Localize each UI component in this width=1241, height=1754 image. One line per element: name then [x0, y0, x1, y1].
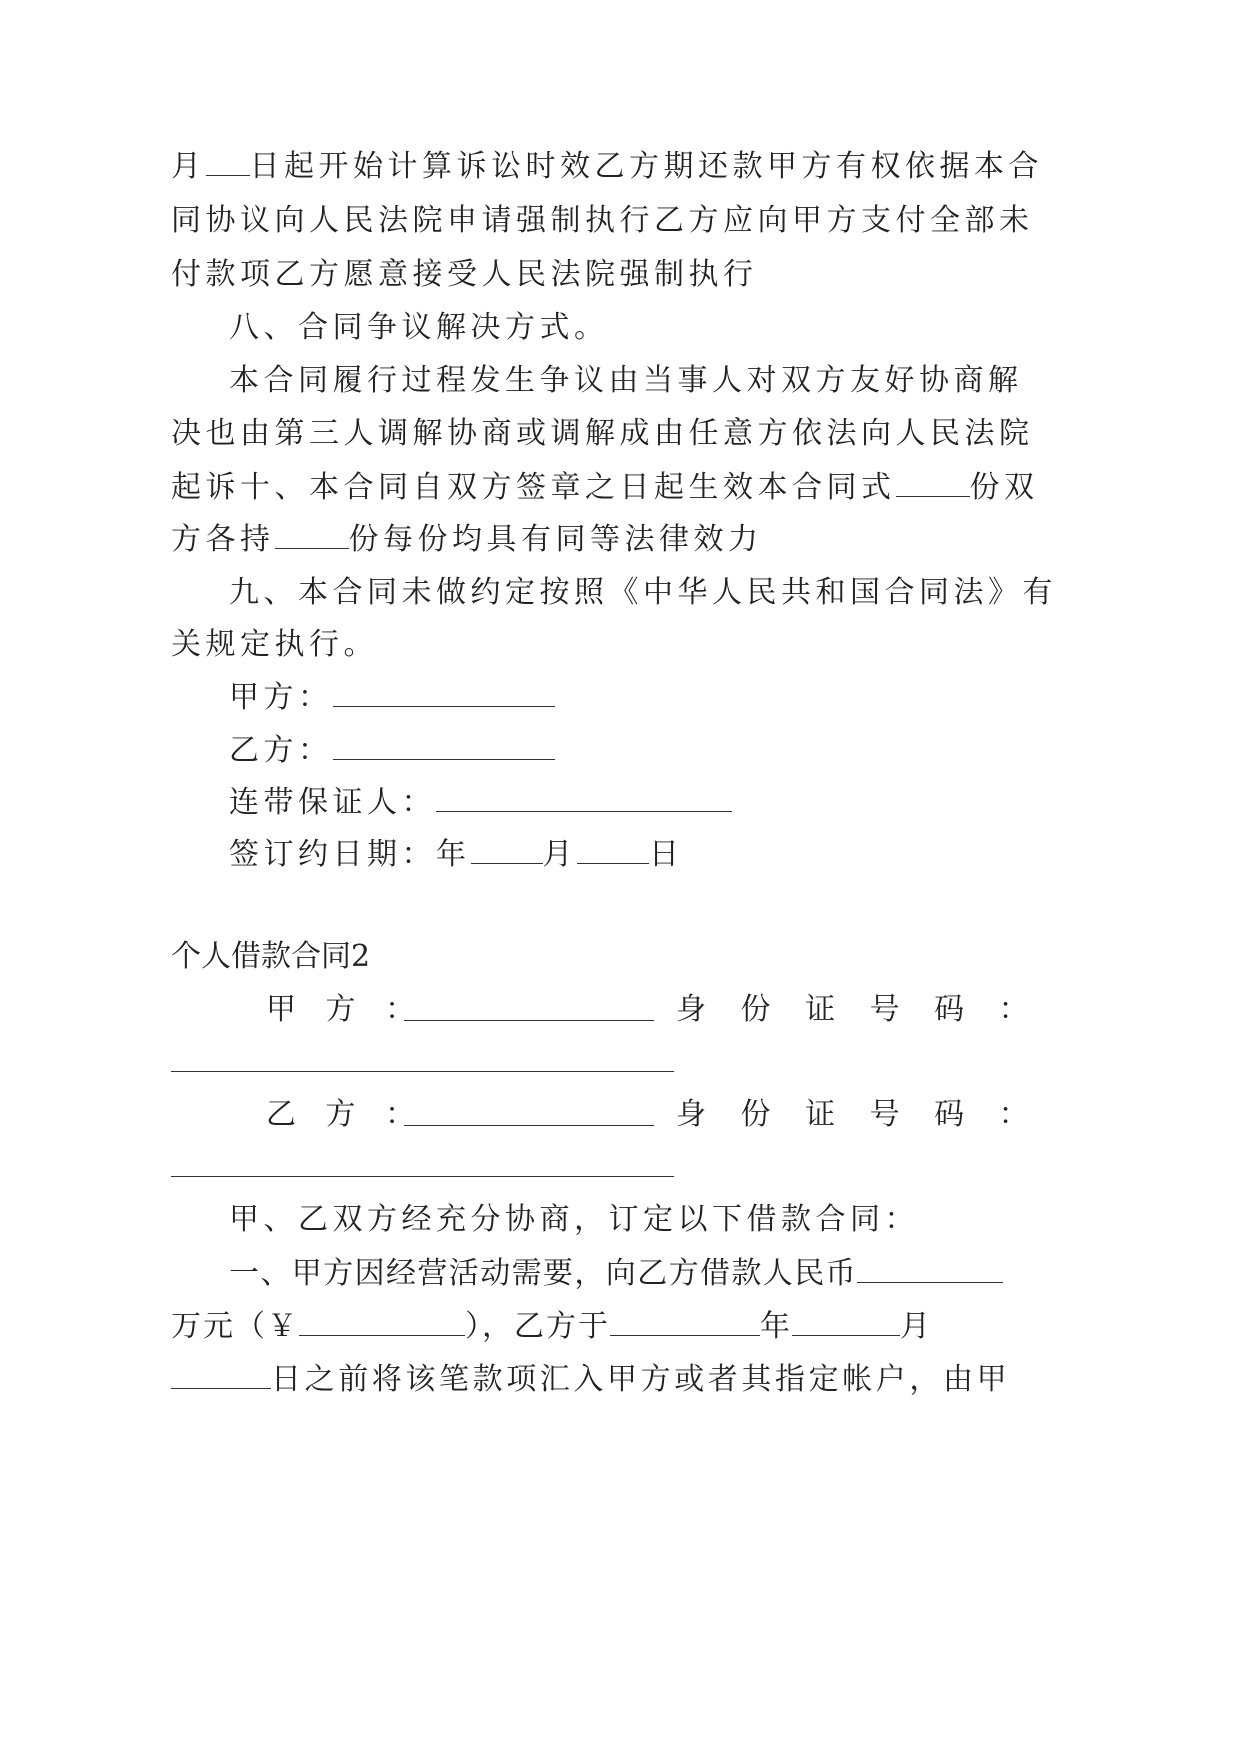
blank-month — [471, 839, 543, 864]
blank-c2-party-a — [404, 1020, 654, 1021]
c2-party-a-label: 甲 方 ： — [266, 992, 426, 1027]
clause-line: 本合同履行过程发生争议由当事人对双方友好协商解 — [229, 363, 1023, 398]
blank-amount-figure — [299, 1311, 465, 1336]
clause-line: 方各持 份每份均具有同等法律效力 — [171, 522, 763, 557]
blank-day — [171, 1364, 271, 1389]
blank-amount — [857, 1258, 1003, 1283]
signature-party-b: 乙方： — [229, 735, 555, 766]
blank-day — [577, 839, 649, 864]
blank-c2-party-a-id — [171, 1071, 674, 1072]
c2-article-1: 一、甲方因经营活动需要，向乙方借款人民币 — [229, 1258, 1003, 1289]
signature-party-a: 甲方： — [229, 682, 555, 713]
clause-line: 九、本合同未做约定按照《中华人民共和国合同法》有 — [229, 575, 1057, 610]
clause-line: 月 日起开始计算诉讼时效乙方期还款甲方有权依据本合 — [171, 149, 1043, 184]
clause-line: 关规定执行。 — [171, 627, 378, 662]
blank-party-b — [333, 735, 555, 760]
contract-title: 个人借款合同2 — [171, 939, 371, 974]
blank-copies — [896, 472, 970, 497]
signature-date: 签订约日期：年 月 日 — [229, 837, 684, 872]
c2-article-1-line3: 日之前将该笔款项汇入甲方或者其指定帐户，由甲 — [171, 1364, 1010, 1395]
clause-line: 决也由第三人调解协商或调解成由任意方依法向人民法院 — [171, 416, 1034, 451]
blank-year — [610, 1311, 760, 1336]
blank-month — [792, 1311, 900, 1336]
clause-line: 起诉十、本合同自双方签章之日起生效本合同式 份双 — [171, 470, 1039, 505]
signature-guarantor: 连带保证人： — [229, 787, 732, 818]
blank-guarantor — [436, 787, 732, 812]
c2-article-1-line2: 万元（￥ ），乙方于 年 月 — [171, 1309, 932, 1344]
clause-line: 付款项乙方愿意接受人民法院强制执行 — [171, 257, 758, 292]
c2-party-b-id-label: 身 份 证 号 码 ： — [676, 1097, 1042, 1132]
blank-copies-each — [275, 524, 349, 549]
blank-party-a — [333, 682, 555, 707]
section-heading: 八、合同争议解决方式。 — [229, 310, 609, 345]
c2-intro: 甲、乙双方经充分协商，订定以下借款合同： — [229, 1202, 919, 1237]
blank-day — [206, 151, 250, 176]
blank-c2-party-b — [404, 1125, 654, 1126]
clause-line: 同协议向人民法院申请强制执行乙方应向甲方支付全部未 — [171, 203, 1034, 238]
blank-c2-party-b-id — [171, 1176, 674, 1177]
c2-party-a-id-label: 身 份 证 号 码 ： — [676, 992, 1042, 1027]
c2-party-b-label: 乙 方 ： — [266, 1097, 426, 1132]
